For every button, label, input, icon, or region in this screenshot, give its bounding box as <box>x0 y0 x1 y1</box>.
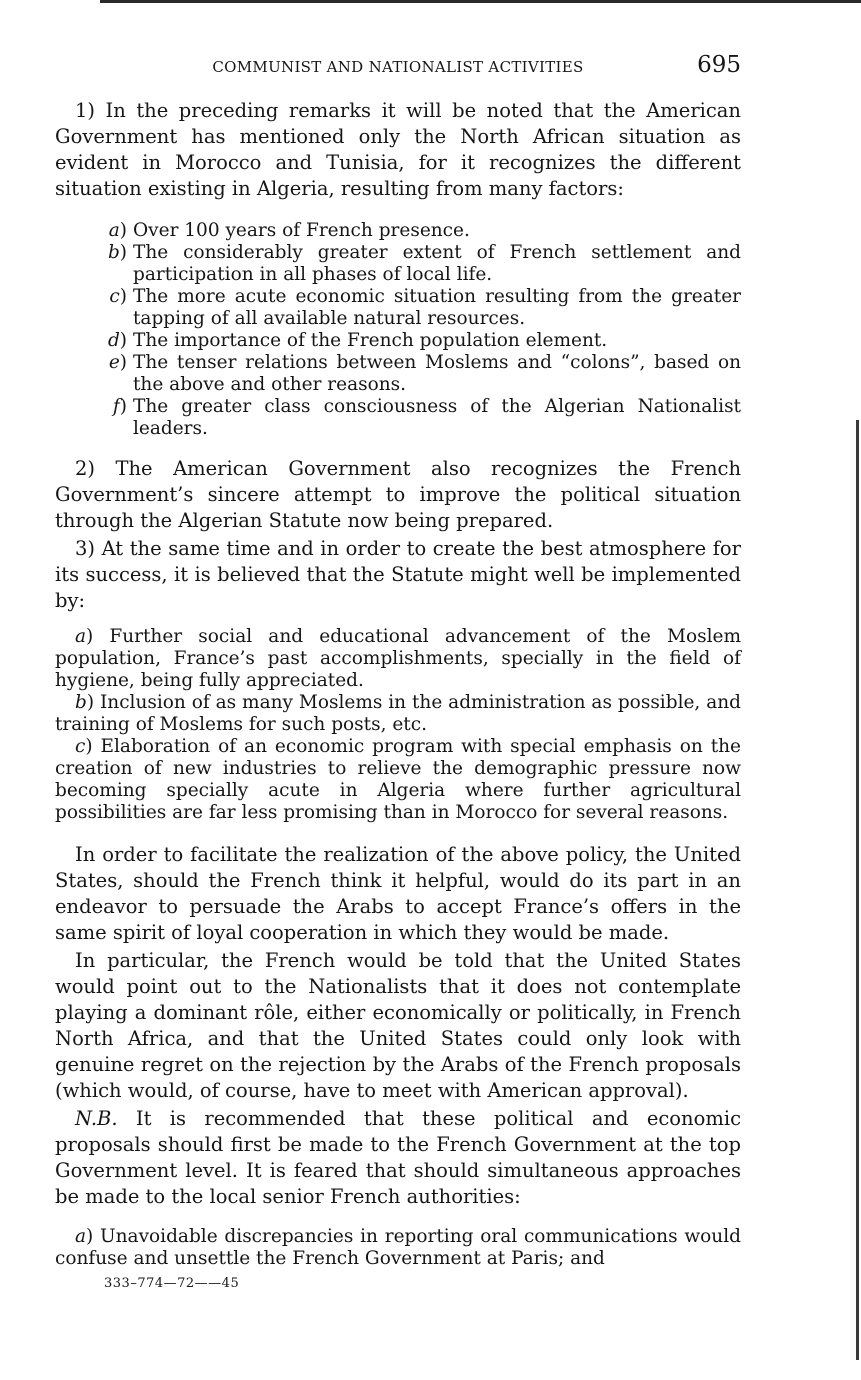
list-item-text: Unavoidable discrepancies in reporting oral communications would confuse and unsettle the French Government at Paris; and <box>55 1226 741 1269</box>
list-item-text: Over 100 years of French presence. <box>133 220 470 241</box>
print-code: 333–774—72——45 <box>104 1276 240 1291</box>
paragraph-3: 3) At the same time and in order to create the best atmosphere for its success, it is believed that the Statute might well be implemented by: <box>55 537 741 612</box>
list-item-text: The tenser relations between Moslems and “colons”, based on the above and other reasons. <box>133 352 741 395</box>
measures-list <box>55 626 741 824</box>
paragraph-4: In order to facilitate the realization of the above policy, the United States, should the French think it helpful, would do its part in an endeavor to persuade the Arabs to accept France’s offers in the same spirit of loyal cooperation in which they would be made. <box>55 843 741 944</box>
document-page <box>55 52 741 1270</box>
list-item: b) Inclusion of as many Moslems in the administration as possible, and training of Moslems for such posts, etc. <box>55 692 741 735</box>
list-letter: c <box>75 736 86 757</box>
list-item: b) The considerably greater extent of French settlement and participation in all phases of local life. <box>107 242 741 285</box>
list-letter: d <box>107 330 120 351</box>
nb-label: N.B. <box>75 1107 118 1130</box>
list-letter: b <box>75 692 87 713</box>
list-letter: e <box>108 352 120 373</box>
list-item: f) The greater class consciousness of the Algerian Nationalist leaders. <box>112 396 741 439</box>
list-item: a) Further social and educational advancement of the Moslem population, France’s past accomplishments, specially in the field of hygiene, being fully appreciated. <box>55 626 741 691</box>
factors-list <box>55 220 741 440</box>
nb-text: It is recommended that these political and economic proposals should first be made to the French Government at the top Government level. It is feared that should simultaneous approaches be made to the local senior French authorities: <box>55 1107 741 1208</box>
list-item: a) Over 100 years of French presence. <box>55 220 741 242</box>
final-list <box>55 1226 741 1270</box>
paragraph-2: 2) The American Government also recognizes the French Government’s sincere attempt to improve the political situation through the Algerian Statute now being prepared. <box>55 457 741 532</box>
list-item-text: Elaboration of an economic program with special emphasis on the creation of new industries to relieve the demographic pressure now becoming specially acute in Algeria where further agricultural possibilities are far less promising than in Morocco for several reasons. <box>55 736 741 823</box>
list-item-text: The greater class consciousness of the Algerian Nationalist leaders. <box>133 396 741 439</box>
right-edge-line <box>856 420 859 1360</box>
list-item-text: The considerably greater extent of French settlement and participation in all phases of local life. <box>133 242 741 285</box>
list-item-text: The more acute economic situation resulting from the greater tapping of all available natural resources. <box>133 286 741 329</box>
list-item: c) Elaboration of an economic program with special emphasis on the creation of new industries to relieve the demographic pressure now becoming specially acute in Algeria where further agricultural possibilities are far less promising than in Morocco for several reasons. <box>55 736 741 823</box>
paragraph-5: In particular, the French would be told that the United States would point out to the Nationalists that it does not contemplate playing a dominant rôle, either economically or politically, in French North Africa, and that the United States could only look with genuine regret on the rejection by the Arabs of the French proposals (which would, of course, have to meet with American approval). <box>55 949 741 1102</box>
page-title: COMMUNIST AND NATIONALIST ACTIVITIES <box>212 58 584 76</box>
list-item: c) The more acute economic situation resulting from the greater tapping of all available natural resources. <box>109 286 741 329</box>
list-item: d) The importance of the French population element. <box>55 330 741 352</box>
list-item-text: The importance of the French population element. <box>133 330 608 351</box>
list-letter: f <box>112 396 120 417</box>
nb-paragraph <box>55 1106 741 1210</box>
list-item: a) Unavoidable discrepancies in reporting oral communications would confuse and unsettle the French Government at Paris; and <box>55 1226 741 1269</box>
list-letter: a <box>108 220 120 241</box>
top-border-line <box>100 0 861 3</box>
list-letter: b <box>107 242 120 263</box>
list-letter: a <box>75 626 87 647</box>
list-item-text: Further social and educational advancement of the Moslem population, France’s past accomplishments, specially in the field of hygiene, being fully appreciated. <box>55 626 741 691</box>
running-head <box>55 52 741 86</box>
list-item-text: Inclusion of as many Moslems in the administration as possible, and training of Moslems for such posts, etc. <box>55 692 741 735</box>
page-number: 695 <box>697 52 741 78</box>
paragraph-1: 1) In the preceding remarks it will be noted that the American Government has mentioned only the North African situation as evident in Morocco and Tunisia, for it recognizes the different situation existing in Algeria, resulting from many factors: <box>55 99 741 200</box>
list-letter: a <box>75 1226 87 1247</box>
list-item: e) The tenser relations between Moslems and “colons”, based on the above and other reasons. <box>108 352 741 395</box>
list-letter: c <box>109 286 120 307</box>
